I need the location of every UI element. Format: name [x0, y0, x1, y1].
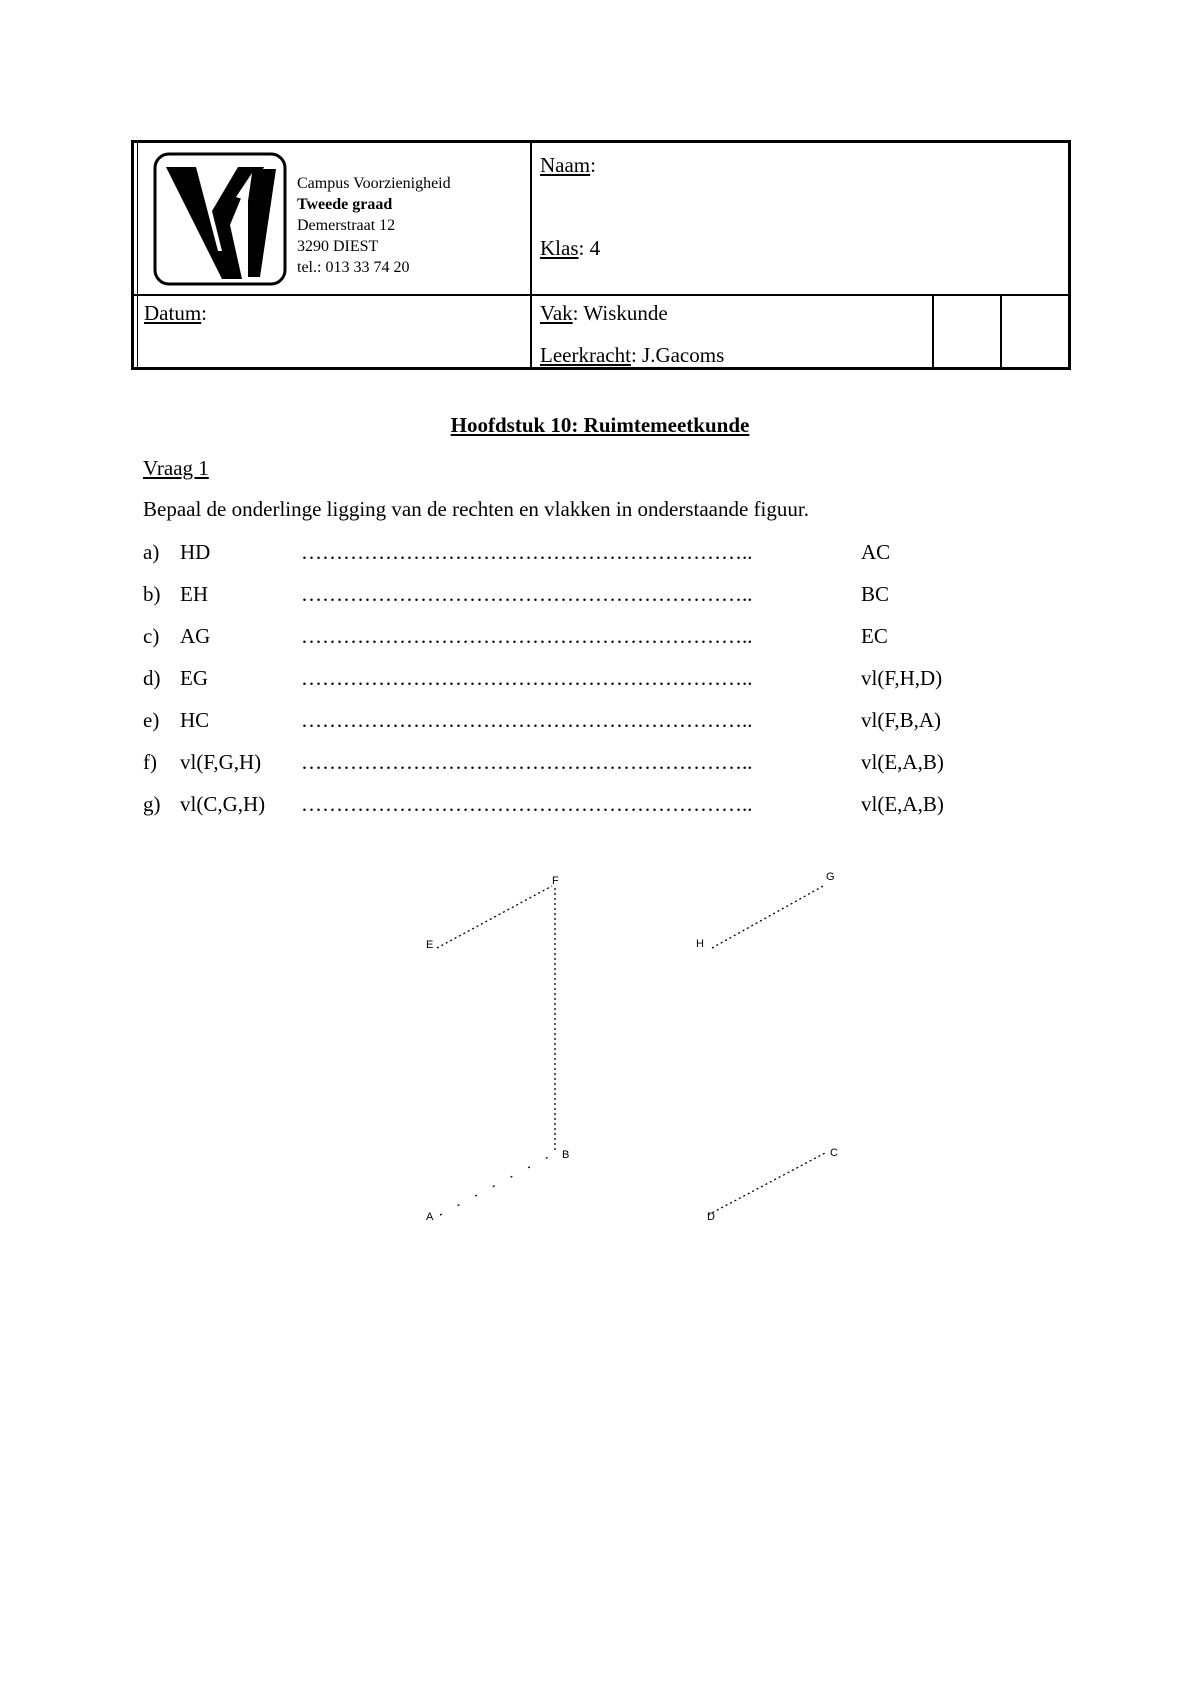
question-item[interactable] [143, 750, 1043, 780]
naam-label: Naam [540, 153, 591, 177]
answer-blank[interactable]: ……………………………………………………….. [301, 666, 753, 690]
item-left: EH [180, 582, 208, 606]
answer-blank[interactable]: ……………………………………………………….. [301, 582, 753, 606]
item-left: HD [180, 540, 211, 564]
item-left: vl(F,G,H) [180, 750, 262, 774]
item-letter: g) [143, 792, 161, 816]
header-divider-vertical [530, 143, 532, 367]
vak-value: : Wiskunde [572, 301, 668, 325]
point-label-D: D [707, 1211, 715, 1223]
header-table [131, 140, 1071, 370]
vak-label: Vak [540, 301, 573, 325]
item-letter: f) [143, 750, 157, 774]
question-instruction: Bepaal de onderlinge ligging van de rechten en vlakken in onderstaande figuur. [143, 497, 809, 521]
point-label-C: C [830, 1147, 838, 1159]
item-right: EC [861, 624, 888, 648]
question-item[interactable] [143, 708, 1043, 738]
datum-label: Datum [144, 301, 202, 325]
school-name: Campus Voorzienigheid [297, 175, 451, 192]
header-box-divider-1 [932, 294, 934, 367]
question-label: Vraag 1 [143, 456, 209, 480]
point-label-F: F [552, 875, 559, 887]
school-phone: tel.: 013 33 74 20 [297, 259, 410, 276]
datum-colon: : [201, 301, 207, 325]
item-letter: d) [143, 666, 161, 690]
edge-DC [708, 1153, 825, 1215]
vak-field [540, 301, 668, 325]
edge-HG [712, 885, 825, 948]
edge-AB [440, 1155, 552, 1215]
klas-field[interactable] [540, 236, 600, 260]
header-divider-horizontal [134, 294, 1068, 296]
item-left: vl(C,G,H) [180, 792, 266, 816]
answer-blank[interactable]: ……………………………………………………….. [301, 750, 753, 774]
naam-field[interactable] [540, 153, 596, 177]
item-right: vl(E,A,B) [861, 792, 944, 816]
klas-label: Klas [540, 236, 579, 260]
leerkracht-value: : J.Gacoms [630, 343, 725, 367]
item-right: vl(F,H,D) [861, 666, 943, 690]
answer-blank[interactable]: ……………………………………………………….. [301, 792, 753, 816]
item-right: BC [861, 582, 890, 606]
point-label-A: A [426, 1211, 434, 1223]
point-label-G: G [826, 871, 835, 883]
answer-blank[interactable]: ……………………………………………………….. [301, 624, 753, 648]
item-right: AC [861, 540, 891, 564]
item-right: vl(E,A,B) [861, 750, 944, 774]
question-item[interactable] [143, 540, 1043, 570]
question-item[interactable] [143, 582, 1043, 612]
school-city: 3290 DIEST [297, 238, 379, 255]
question-item[interactable] [143, 666, 1043, 696]
header-box-divider-2 [1000, 294, 1002, 367]
item-right: vl(F,B,A) [861, 708, 941, 732]
naam-colon: : [590, 153, 596, 177]
item-letter: c) [143, 624, 160, 648]
item-left: EG [180, 666, 208, 690]
point-label-B: B [562, 1149, 570, 1161]
question-item[interactable] [143, 792, 1043, 822]
datum-field[interactable] [144, 301, 207, 325]
answer-blank[interactable]: ……………………………………………………….. [301, 708, 753, 732]
point-label-H: H [696, 938, 704, 950]
item-letter: e) [143, 708, 160, 732]
edge-EF [437, 886, 552, 948]
klas-value: : 4 [578, 236, 601, 260]
school-street: Demerstraat 12 [297, 217, 396, 234]
page-title: Hoofdstuk 10: Ruimtemeetkunde [450, 413, 750, 437]
item-letter: a) [143, 540, 160, 564]
school-info [297, 173, 451, 278]
cube-figure [400, 860, 860, 1250]
item-letter: b) [143, 582, 161, 606]
item-left: HC [180, 708, 210, 732]
leerkracht-label: Leerkracht [540, 343, 631, 367]
leerkracht-field [540, 343, 724, 367]
header-inner-left-line [137, 143, 138, 367]
answer-blank[interactable]: ……………………………………………………….. [301, 540, 753, 564]
school-logo [152, 151, 288, 287]
point-label-E: E [426, 939, 434, 951]
question-item[interactable] [143, 624, 1043, 654]
item-left: AG [180, 624, 211, 648]
school-grade: Tweede graad [297, 196, 393, 213]
